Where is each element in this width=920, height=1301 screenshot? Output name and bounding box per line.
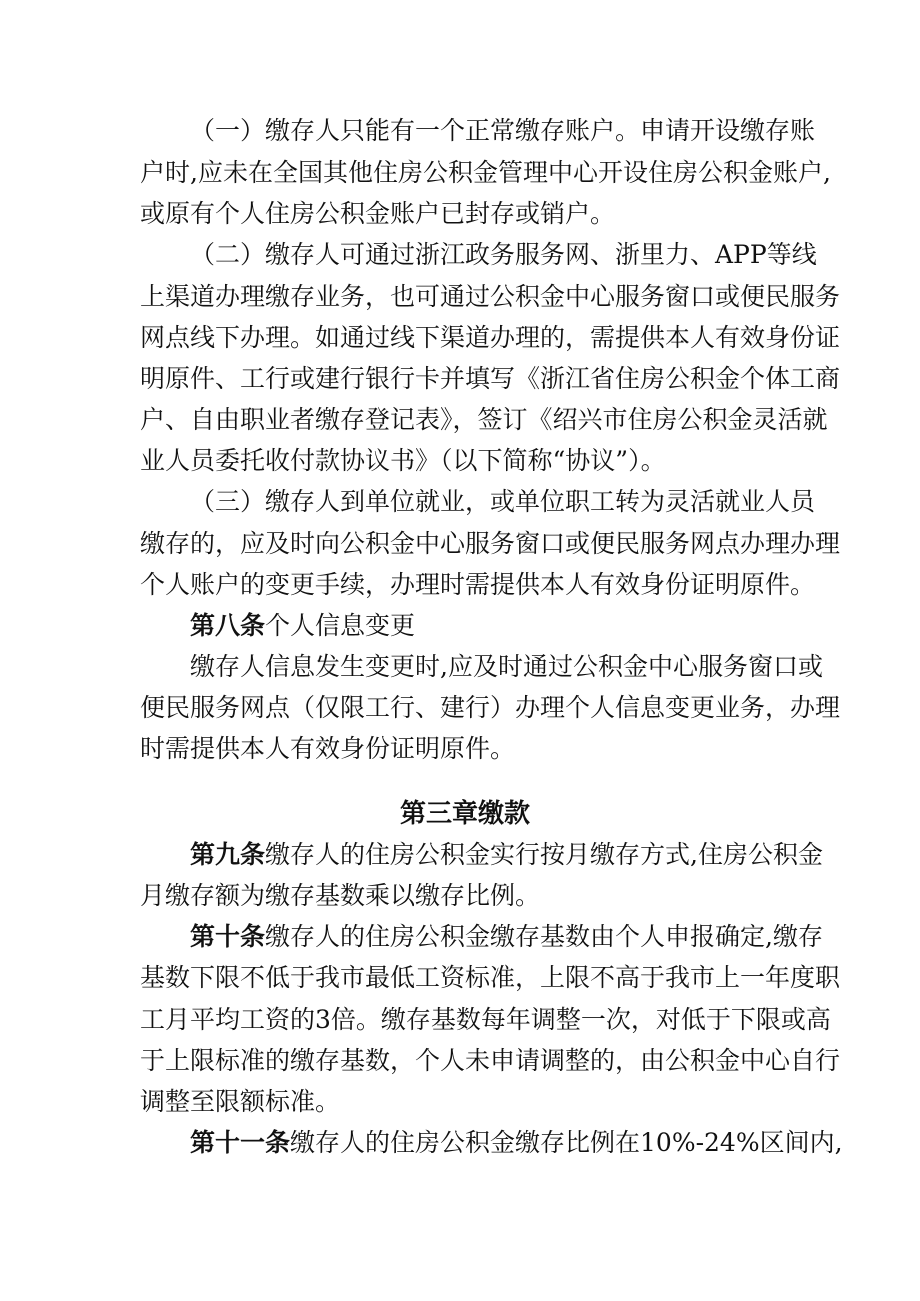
paragraph-2-line-6: 业人员委托收付款协议书》（以下简称“协议”）。 xyxy=(140,446,666,475)
article-8-heading xyxy=(190,609,790,643)
paragraph-3-line-2: 缴存的，应及时向公积金中心服务窗口或便民服务网点办理办理 xyxy=(140,529,841,558)
paragraph-1-line-1: （一）缴存人只能有一个正常缴存账户。申请开设缴存账 xyxy=(190,116,816,145)
paragraph-1-line-3: 或原有个人住房公积金账户已封存或销户。 xyxy=(140,199,616,228)
article-10-line-4: 于上限标准的缴存基数，个人未申请调整的，由公积金中心自行 xyxy=(140,1046,841,1075)
article-10-text-1: 缴存人的住房公积金缴存基数由个人申报确定,缴存 xyxy=(265,922,823,951)
article-10-line-3: 工月平均工资的3倍。缴存基数每年调整一次，对低于下限或高 xyxy=(140,1005,831,1034)
article-8-title: 个人信息变更 xyxy=(265,611,416,640)
article-10-line-2: 基数下限不低于我市最低工资标准，上限不高于我市上一年度职 xyxy=(140,963,841,992)
chapter-3-heading: 第三章缴款 xyxy=(399,799,530,829)
article-8-line-2: 便民服务网点（仅限工行、建行）办理个人信息变更业务，办理 xyxy=(140,693,841,722)
article-9-label: 第九条 xyxy=(190,840,266,869)
article-11-line-1 xyxy=(190,1126,843,1160)
article-9-line-1 xyxy=(190,838,823,872)
article-8-line-3: 时需提供本人有效身份证明原件。 xyxy=(140,734,516,763)
article-10-line-5: 调整至限额标准。 xyxy=(140,1087,341,1116)
article-8-label: 第八条 xyxy=(190,611,266,640)
article-10-label: 第十条 xyxy=(190,922,266,951)
paragraph-3-line-1: （三）缴存人到单位就业，或单位职工转为灵活就业人员 xyxy=(190,487,816,516)
paragraph-3-line-3: 个人账户的变更手续，办理时需提供本人有效身份证明原件。 xyxy=(140,570,816,599)
paragraph-2-line-1: （二）缴存人可通过浙江政务服务网、浙里力、APP等线 xyxy=(190,240,817,269)
paragraph-2-line-5: 户、自由职业者缴存登记表》，签订《绍兴市住房公积金灵活就 xyxy=(140,405,828,434)
paragraph-2-line-3: 网点线下办理。如通过线下渠道办理的，需提供本人有效身份证 xyxy=(140,323,841,352)
article-9-text-1: 缴存人的住房公积金实行按月缴存方式,住房公积金 xyxy=(265,840,823,869)
article-9-line-2: 月缴存额为缴存基数乘以缴存比例。 xyxy=(140,881,541,910)
article-10-line-1 xyxy=(190,920,823,954)
article-8-line-1: 缴存人信息发生变更时,应及时通过公积金中心服务窗口或 xyxy=(190,652,823,681)
article-11-label: 第十一条 xyxy=(190,1128,291,1157)
paragraph-2-line-2: 上渠道办理缴存业务，也可通过公积金中心服务窗口或便民服务 xyxy=(140,282,841,311)
paragraph-2-line-4: 明原件、工行或建行银行卡并填写《浙江省住房公积金个体工商 xyxy=(140,364,841,393)
article-11-text-1: 缴存人的住房公积金缴存比例在10%-24%区间内, xyxy=(290,1128,843,1157)
paragraph-1-line-2: 户时,应未在全国其他住房公积金管理中心开设住房公积金账户, xyxy=(140,158,831,187)
